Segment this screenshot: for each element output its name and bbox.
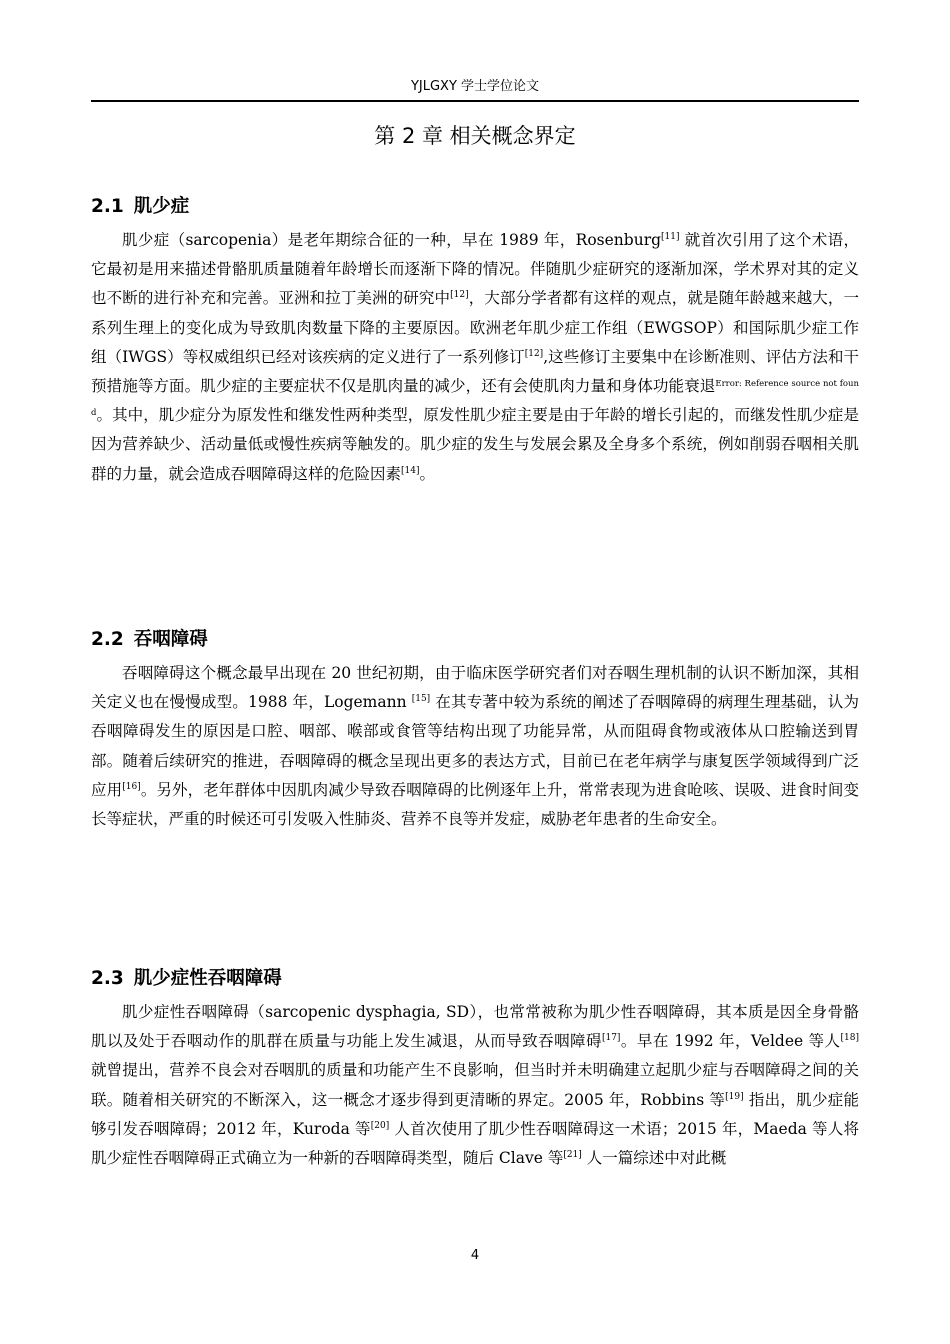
citation-ref[interactable]: [14] [401, 465, 420, 476]
text-run: 肌少症性吞咽障碍（sarcopenic dysphagia, SD），也常常被称为肌少性吞咽障碍，其本质是因全身骨骼肌以及处于吞咽动作的肌群在质量与功能上发生减退，从而导致吞咽障碍 [91, 1003, 859, 1051]
citation-ref[interactable]: [15] [411, 694, 431, 705]
citation-ref[interactable]: [17] [601, 1033, 621, 1044]
text-run: 在其专著中较为系统的阐述了吞咽障碍的病理生理基础，认为吞咽障碍发生的原因是口腔、咽部、喉部或食管等结构出现了功能异常，从而阻碍食物或液体从口腔输送到胃部。随着后续研究的推进，吞咽障碍的概念呈现出更多的表达方式，目前已在老年病学与康复医学领域得到广泛应用 [91, 693, 859, 799]
text-run: 就首次引用了这个术语，它最初是用来描述骨骼肌质量随着年龄增长而逐渐下降的情况。伴随肌少症研究的逐渐加深，学术界对其的定义也不断的进行补充和完善。亚洲和拉丁美洲的研究中 [91, 231, 859, 308]
citation-ref[interactable]: [20] [370, 1120, 390, 1131]
text-run: 就曾提出，营养不良会对吞咽肌的质量和功能产生不良影响，但当时并未明确建立起肌少症与吞咽障碍之间的关联。随着相关研究的不断深入，这一概念才逐步得到更清晰的界定。2005 年，Robbins 等 [91, 1061, 859, 1109]
text-run: 人首次使用了肌少性吞咽障碍这一术语；2015 年，Maeda 等人将肌少症性吞咽障碍正式确立为一种新的吞咽障碍类型，随后 Clave 等 [91, 1119, 859, 1168]
chapter-title: 第 2 章 相关概念界定 [374, 124, 576, 148]
body-paragraph [91, 226, 859, 489]
citation-ref[interactable]: [21] [563, 1150, 582, 1161]
text-run: 吞咽障碍这个概念最早出现在 20 世纪初期，由于临床医学研究者们对吞咽生理机制的认识不断加深，其相关定义也在慢慢成型。1988 年，Logemann [91, 664, 859, 712]
header-rule [91, 100, 859, 102]
text-run: 。其中，肌少症分为原发性和继发性两种类型，原发性肌少症主要是由于年龄的增长引起的，而继发性肌少症是因为营养缺少、活动量低或慢性疾病等触发的。肌少症的发生与发展会累及全身多个系统，例如削弱吞咽相关肌群的力量，就会造成吞咽障碍这样的危险因素 [91, 406, 859, 483]
text-run: 。 [419, 464, 436, 483]
page-number: 4 [470, 1248, 480, 1263]
text-run: 。另外，老年群体中因肌肉减少导致吞咽障碍的比例逐年上升，常常表现为进食呛咳、误吸、进食时间变长等症状，严重的时候还可引发吸入性肺炎、营养不良等并发症，威胁老年患者的生命安全。 [91, 780, 859, 829]
text-run: 指出，肌少症能够引发吞咽障碍；2012 年，Kuroda 等 [91, 1090, 859, 1138]
body-paragraph [91, 659, 859, 834]
section-number: 2.1 [91, 196, 124, 217]
citation-ref[interactable]: [16] [122, 781, 141, 792]
citation-ref[interactable]: [12] [524, 348, 544, 359]
section-title: 肌少症性吞咽障碍 [133, 968, 282, 989]
section-heading [91, 966, 859, 992]
citation-ref[interactable]: [12] [450, 290, 469, 301]
text-run: ，大部分学者都有这样的观点，就是随年龄越来越大，一系列生理上的变化成为导致肌肉数量下降的主要原因。欧洲老年肌少症工作组（EWGSOP）和国际肌少症工作组（IWGS）等权威组织已经对该疾病的定义进行了一系列修订 [91, 289, 859, 366]
text-run: ,这些修订主要集中在诊断准则、评估方法和干预措施等方面。肌少症的主要症状不仅是肌肉量的减少，还有会使肌肉力量和身体功能衰退 [91, 347, 859, 396]
reference-error: Error: Reference source not found [91, 379, 859, 419]
section-title: 吞咽障碍 [133, 629, 208, 650]
section-2-3 [91, 966, 859, 1173]
section-2-2 [91, 627, 859, 834]
running-header: YJLGXY 学士学位论文 [410, 79, 540, 94]
section-heading [91, 194, 859, 220]
text-run: 人一篇综述中对此概 [581, 1149, 727, 1168]
body-paragraph [91, 998, 859, 1173]
citation-ref[interactable]: [11] [661, 232, 680, 242]
text-run: 肌少症（sarcopenia）是老年期综合征的一种，早在 1989 年，Rosenburg [122, 231, 662, 249]
section-2-1 [91, 194, 859, 489]
section-number: 2.3 [91, 968, 124, 989]
text-run: 。早在 1992 年，Veldee 等人 [620, 1032, 841, 1051]
section-heading [91, 627, 859, 653]
citation-ref[interactable]: [18] [840, 1033, 859, 1044]
section-title: 肌少症 [133, 196, 190, 217]
section-number: 2.2 [91, 629, 124, 650]
citation-ref[interactable]: [19] [725, 1091, 744, 1102]
